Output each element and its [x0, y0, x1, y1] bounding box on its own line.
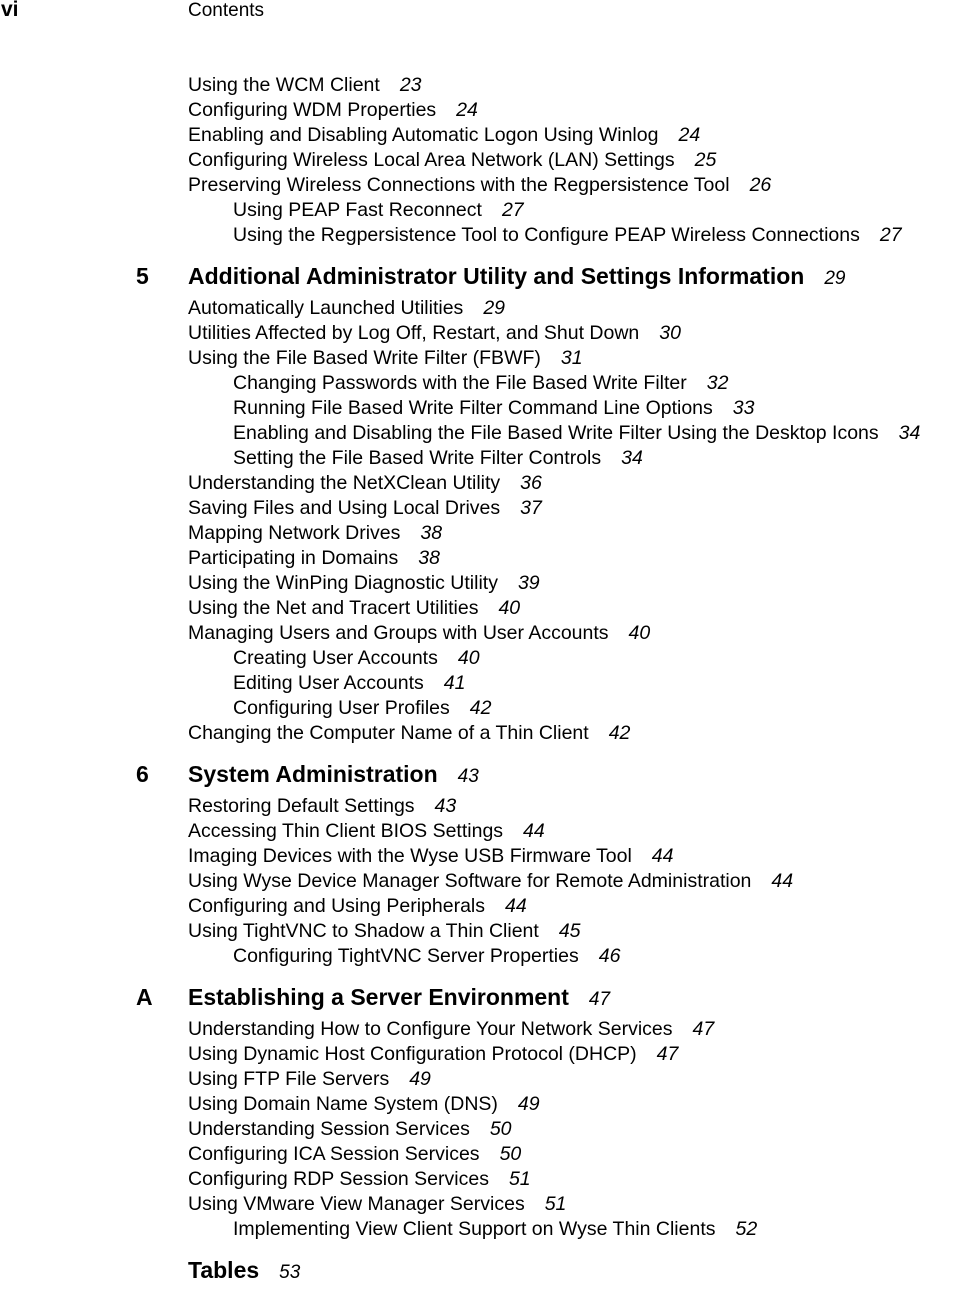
toc-entry-title: Using Wyse Device Manager Software for Remote Administration	[188, 870, 752, 892]
toc-entry-page-number: 51	[544, 1193, 567, 1215]
toc-entry-page-number: 37	[520, 497, 542, 519]
toc-subentry[interactable]	[0, 421, 965, 446]
toc-entry-title: Automatically Launched Utilities	[188, 297, 464, 319]
toc-entry-page-number: 34	[621, 447, 643, 469]
toc-entry-title: Managing Users and Groups with User Accounts	[188, 622, 609, 644]
toc-subentry[interactable]	[0, 646, 965, 671]
toc-entry-page-number: 49	[517, 1093, 540, 1115]
toc-entry-page-number: 40	[457, 647, 480, 669]
toc-entry[interactable]	[0, 1167, 965, 1192]
toc-entry-title: Configuring WDM Properties	[188, 99, 437, 121]
toc-entry-page-number: 40	[628, 622, 651, 644]
toc-entry-title: Using the WCM Client	[188, 74, 380, 96]
toc-entry-page-number: 49	[409, 1068, 431, 1090]
toc-entry-title: Understanding Session Services	[188, 1118, 470, 1140]
toc-entry-title: Saving Files and Using Local Drives	[188, 497, 501, 519]
toc-entry[interactable]	[0, 1142, 965, 1167]
toc-entry-page-number: 44	[523, 820, 545, 842]
toc-entry-title: Implementing View Client Support on Wyse Thin Clients	[233, 1218, 716, 1240]
toc-entry[interactable]	[0, 1092, 965, 1117]
toc-entry[interactable]	[0, 73, 965, 98]
toc-entry-title: Using VMware View Manager Services	[188, 1193, 525, 1215]
toc-entry-page-number: 51	[508, 1168, 531, 1190]
toc-entry[interactable]	[0, 98, 965, 123]
toc-subentry[interactable]	[0, 223, 965, 248]
toc-entry-title: Configuring User Profiles	[233, 697, 450, 719]
toc-entry-page-number: 47	[656, 1043, 679, 1065]
chapter-page-number: 43	[457, 766, 479, 787]
toc-chapter-heading[interactable]	[0, 981, 965, 1013]
toc-entry[interactable]	[0, 721, 965, 746]
toc-entry-page-number: 43	[434, 795, 457, 817]
toc-entry-page-number: 47	[692, 1018, 715, 1040]
toc-entry-page-number: 25	[694, 149, 717, 171]
toc-subentry[interactable]	[0, 371, 965, 396]
toc-subentry[interactable]	[0, 396, 965, 421]
toc-entry-title: Configuring ICA Session Services	[188, 1143, 480, 1165]
toc-entry-title: Participating in Domains	[188, 547, 399, 569]
toc-subentry[interactable]	[0, 446, 965, 471]
toc-entry[interactable]	[0, 173, 965, 198]
toc-entry-title: Imaging Devices with the Wyse USB Firmware Tool	[188, 845, 632, 867]
toc-entry-page-number: 52	[735, 1218, 758, 1240]
chapter-number: 5	[136, 263, 149, 289]
toc-entry-title: Using TightVNC to Shadow a Thin Client	[188, 920, 539, 942]
chapter-title	[188, 260, 845, 295]
toc-entry-page-number: 42	[469, 697, 492, 719]
toc-entry-title: Utilities Affected by Log Off, Restart, and Shut Down	[188, 322, 640, 344]
toc-entry[interactable]	[0, 1017, 965, 1042]
toc-entry[interactable]	[0, 296, 965, 321]
toc-chapter-heading[interactable]	[0, 1254, 965, 1286]
toc-entry-title: Using the WinPing Diagnostic Utility	[188, 572, 498, 594]
toc-entry-title: Enabling and Disabling the File Based Write Filter Using the Desktop Icons	[233, 422, 879, 444]
toc-entry[interactable]	[0, 894, 965, 919]
toc-chapter-heading[interactable]	[0, 260, 965, 292]
chapter-page-number: 47	[588, 989, 611, 1010]
toc-entry-page-number: 34	[898, 422, 921, 444]
toc-entry-page-number: 40	[498, 597, 521, 619]
toc-entry-title: Setting the File Based Write Filter Controls	[233, 447, 602, 469]
chapter-title-text: Establishing a Server Environment	[188, 984, 569, 1010]
toc-entry-page-number: 38	[420, 522, 443, 544]
toc-entry-title: Editing User Accounts	[233, 672, 424, 694]
chapter-title	[188, 1254, 300, 1289]
toc-entry[interactable]	[0, 471, 965, 496]
chapter-number: A	[136, 984, 153, 1010]
toc-entry[interactable]	[0, 621, 965, 646]
toc-entry-page-number: 23	[399, 74, 422, 96]
toc-entry-title: Using the File Based Write Filter (FBWF)	[188, 347, 541, 369]
table-of-contents	[0, 73, 965, 1290]
chapter-title-text: Additional Administrator Utility and Settings Information	[188, 263, 805, 289]
chapter-number: 6	[136, 761, 149, 787]
toc-entry-page-number: 38	[418, 547, 440, 569]
toc-entry-title: Understanding How to Configure Your Network Services	[188, 1018, 673, 1040]
chapter-title-text: Tables	[188, 1257, 260, 1283]
toc-entry-title: Accessing Thin Client BIOS Settings	[188, 820, 504, 842]
toc-entry-page-number: 31	[560, 347, 583, 369]
toc-entry-page-number: 41	[443, 672, 466, 694]
toc-entry[interactable]	[0, 321, 965, 346]
toc-entry-page-number: 24	[678, 124, 701, 146]
toc-entry-page-number: 46	[598, 945, 621, 967]
toc-entry-title: Understanding the NetXClean Utility	[188, 472, 501, 494]
toc-subentry[interactable]	[0, 198, 965, 223]
toc-entry-title: Configuring RDP Session Services	[188, 1168, 489, 1190]
page-number: vi	[1, 0, 19, 21]
toc-entry-page-number: 33	[732, 397, 755, 419]
toc-entry-title: Using Dynamic Host Configuration Protocol (DHCP)	[188, 1043, 637, 1065]
toc-entry[interactable]	[0, 148, 965, 173]
running-header-title: Contents	[188, 0, 265, 21]
toc-entry-page-number: 39	[517, 572, 540, 594]
toc-entry-page-number: 44	[651, 845, 674, 867]
toc-subentry[interactable]	[0, 696, 965, 721]
toc-entry-title: Enabling and Disabling Automatic Logon Using Winlog	[188, 124, 659, 146]
chapter-title	[188, 981, 610, 1016]
toc-entry-title: Creating User Accounts	[233, 647, 438, 669]
toc-entry[interactable]	[0, 1117, 965, 1142]
toc-entry-title: Using FTP File Servers	[188, 1068, 390, 1090]
toc-entry-title: Configuring and Using Peripherals	[188, 895, 486, 917]
toc-subentry[interactable]	[0, 1217, 965, 1242]
toc-entry-title: Using the Regpersistence Tool to Configure PEAP Wireless Connections	[233, 224, 860, 246]
toc-entry-page-number: 50	[499, 1143, 522, 1165]
toc-entry-page-number: 26	[749, 174, 772, 196]
toc-entry-title: Using PEAP Fast Reconnect	[233, 199, 482, 221]
toc-entry-title: Changing Passwords with the File Based Write Filter	[233, 372, 687, 394]
chapter-page-number: 29	[824, 268, 846, 289]
toc-entry-page-number: 36	[520, 472, 542, 494]
toc-entry[interactable]	[0, 346, 965, 371]
toc-entry[interactable]	[0, 819, 965, 844]
chapter-title-text: System Administration	[188, 761, 438, 787]
toc-entry-title: Mapping Network Drives	[188, 522, 401, 544]
chapter-page-number: 53	[279, 1262, 301, 1283]
toc-entry[interactable]	[0, 123, 965, 148]
toc-entry-page-number: 27	[501, 199, 524, 221]
toc-entry[interactable]	[0, 571, 965, 596]
toc-entry[interactable]	[0, 546, 965, 571]
toc-entry-page-number: 50	[489, 1118, 512, 1140]
toc-entry-title: Using the Net and Tracert Utilities	[188, 597, 479, 619]
toc-entry-title: Restoring Default Settings	[188, 795, 415, 817]
toc-entry[interactable]	[0, 1192, 965, 1217]
toc-entry-title: Configuring TightVNC Server Properties	[233, 945, 579, 967]
toc-entry[interactable]	[0, 794, 965, 819]
toc-entry[interactable]	[0, 596, 965, 621]
chapter-title	[188, 758, 479, 793]
toc-entry[interactable]	[0, 1067, 965, 1092]
toc-entry-title: Running File Based Write Filter Command Line Options	[233, 397, 713, 419]
toc-entry[interactable]	[0, 521, 965, 546]
toc-entry-page-number: 32	[706, 372, 729, 394]
toc-entry-page-number: 29	[483, 297, 506, 319]
toc-chapter-heading[interactable]	[0, 758, 965, 790]
toc-entry-page-number: 27	[879, 224, 902, 246]
toc-entry[interactable]	[0, 844, 965, 869]
toc-entry-title: Changing the Computer Name of a Thin Client	[188, 722, 589, 744]
toc-entry-page-number: 44	[771, 870, 794, 892]
toc-entry-page-number: 24	[456, 99, 478, 121]
toc-entry-title: Preserving Wireless Connections with the Regpersistence Tool	[188, 174, 730, 196]
toc-entry-page-number: 42	[608, 722, 631, 744]
toc-entry[interactable]	[0, 869, 965, 894]
toc-subentry[interactable]	[0, 944, 965, 969]
toc-entry-title: Using Domain Name System (DNS)	[188, 1093, 498, 1115]
toc-entry-page-number: 44	[505, 895, 527, 917]
toc-entry-title: Configuring Wireless Local Area Network (LAN) Settings	[188, 149, 675, 171]
toc-entry[interactable]	[0, 919, 965, 944]
toc-entry-page-number: 30	[659, 322, 681, 344]
toc-subentry[interactable]	[0, 671, 965, 696]
toc-entry[interactable]	[0, 1042, 965, 1067]
toc-entry[interactable]	[0, 496, 965, 521]
toc-entry-page-number: 45	[558, 920, 581, 942]
